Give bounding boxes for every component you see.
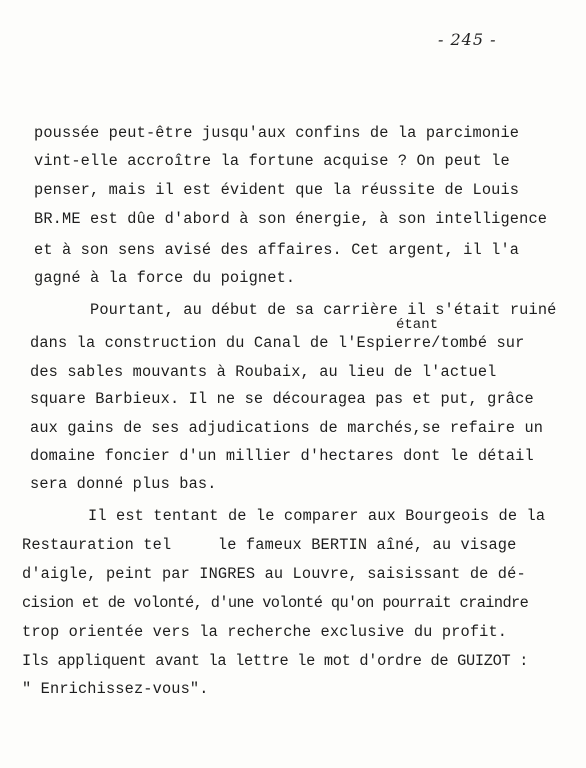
text-line: Pourtant, au début de sa carrière il s'était ruiné — [90, 301, 557, 319]
text-line: Ils appliquent avant la lettre le mot d'ordre de GUIZOT : — [22, 652, 529, 670]
text-line: trop orientée vers la recherche exclusive du profit. — [22, 623, 508, 641]
text-line: des sables mouvants à Roubaix, au lieu de l'actuel — [30, 363, 497, 381]
text-line: cision et de volonté, d'une volonté qu'on pourrait craindre — [22, 594, 529, 612]
text-line: " Enrichissez-vous". — [22, 680, 209, 698]
text-line: BR.ME est dûe d'abord à son énergie, à son intelligence — [34, 210, 548, 228]
text-line: Restauration tel le fameux BERTIN aîné, au visage — [22, 536, 517, 554]
text-line: Il est tentant de le comparer aux Bourgeois de la — [88, 507, 546, 525]
text-line: sera donné plus bas. — [30, 475, 217, 493]
text-line: gagné à la force du poignet. — [34, 269, 296, 287]
text-line: dans la construction du Canal de l'Espierre/tombé sur — [30, 334, 525, 352]
handwritten-insertion: étant — [396, 317, 439, 333]
text-line: penser, mais il est évident que la réussite de Louis — [34, 181, 520, 199]
text-line: aux gains de ses adjudications de marchés,se refaire un — [30, 419, 544, 437]
text-line: domaine foncier d'un millier d'hectares dont le détail — [30, 447, 534, 465]
text-line: et à son sens avisé des affaires. Cet argent, il l'a — [34, 241, 520, 259]
text-line: vint-elle accroître la fortune acquise ? On peut le — [34, 152, 510, 170]
text-line: poussée peut-être jusqu'aux confins de la parcimonie — [34, 124, 520, 142]
text-line: square Barbieux. Il ne se découragea pas et put, grâce — [30, 390, 534, 408]
text-line: d'aigle, peint par INGRES au Louvre, saisissant de dé- — [22, 565, 526, 583]
page-number: - 245 - — [438, 30, 497, 49]
